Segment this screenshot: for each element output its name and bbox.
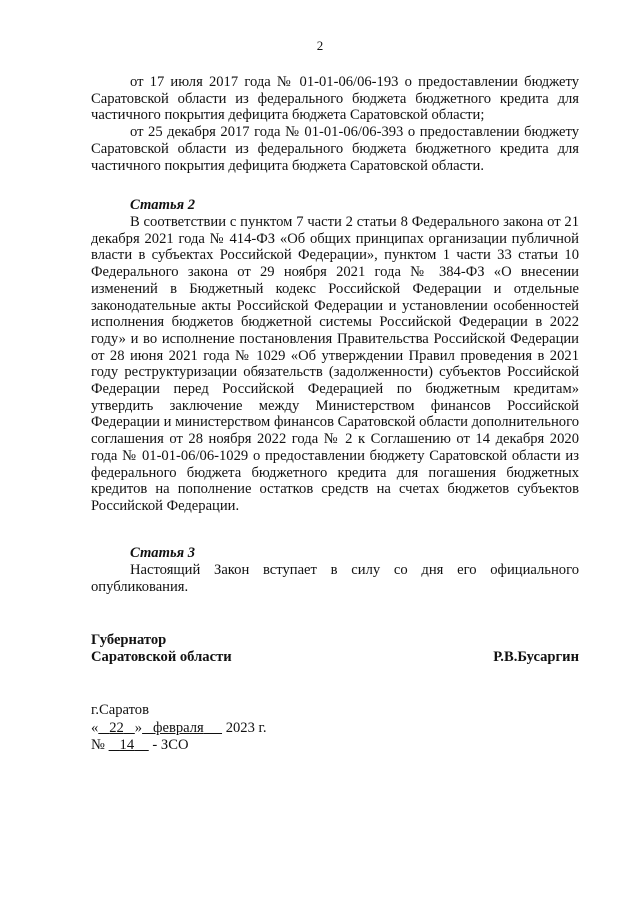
article-3-body: [91, 562, 579, 595]
signature-name: Р.В.Бусаргин: [493, 649, 579, 665]
date-day: 22: [109, 719, 124, 736]
document-footer: [91, 702, 267, 755]
number-prefix: №: [91, 737, 105, 753]
date-open-quote: «: [91, 719, 99, 736]
number-suffix: - ЗСО: [152, 737, 189, 753]
intro-paragraph-2: от 25 декабря 2017 года № 01-01-06/06-393 о предоставлении бюджету Саратовской области из федерального бюджета бюджетного кредита для частичного покрытия дефицита бюджета Саратовской области.: [91, 124, 579, 174]
law-number: 14: [119, 737, 135, 753]
footer-date: [91, 720, 267, 738]
signature-title-line-2: Саратовской области: [91, 649, 232, 665]
article-2-body: [91, 214, 579, 515]
footer-number: [91, 737, 267, 755]
signature-title: [91, 632, 232, 666]
date-close-quote: »: [134, 719, 143, 736]
signature-title-line-1: Губернатор: [91, 632, 167, 648]
date-year: 2023 г.: [225, 719, 267, 736]
article-2-text: В соответствии с пунктом 7 части 2 статьи 8 Федерального закона от 21 декабря 2021 года № 414-ФЗ «Об общих принципах организации публичной власти в субъектах Российской Федерации», пунктом 1 части 33 статьи 10 Федерального закона от 29 ноября 2021 года № 384-ФЗ «О внесении изменений в Бюджетный кодекс Российской Федерации и отдельные законодательные акты Российской Федерации и установлении особенностей исполнения бюджетов бюджетной системы Российской Федерации в 2022 году» и во исполнение постановления Правительства Российской Федерации от 28 июня 2021 года № 1029 «Об утверждении Правил проведения в 2021 году реструктуризации обязательств (задолженности) субъектов Российской Федерации перед Российской Федерацией по бюджетным кредитам» утвердить заключение между Министерством финансов Российской Федерации и министерством финансов Саратовской области дополнительного соглашения от 28 ноября 2022 года № 2 к Соглашению от 14 декабря 2020 года № 01-01-06/06-1029 о предоставлении бюджету Саратовской области из федерального бюджета бюджетного кредита для погашения бюджетных кредитов на пополнение остатков средств на счетах бюджетов субъектов Российской Федерации.: [91, 214, 579, 514]
intro-text: [91, 74, 579, 174]
intro-paragraph-1: от 17 июля 2017 года № 01-01-06/06-193 о предоставлении бюджету Саратовской области из федерального бюджета бюджетного кредита для частичного покрытия дефицита бюджета Саратовской области;: [91, 74, 579, 124]
footer-city: г.Саратов: [91, 702, 149, 718]
date-month: февраля: [153, 719, 204, 736]
article-2-heading: Статья 2: [130, 197, 196, 213]
article-3-text: Настоящий Закон вступает в силу со дня его официального опубликования.: [91, 562, 579, 595]
page-number: 2: [316, 38, 324, 53]
article-3-heading: Статья 3: [130, 545, 196, 561]
